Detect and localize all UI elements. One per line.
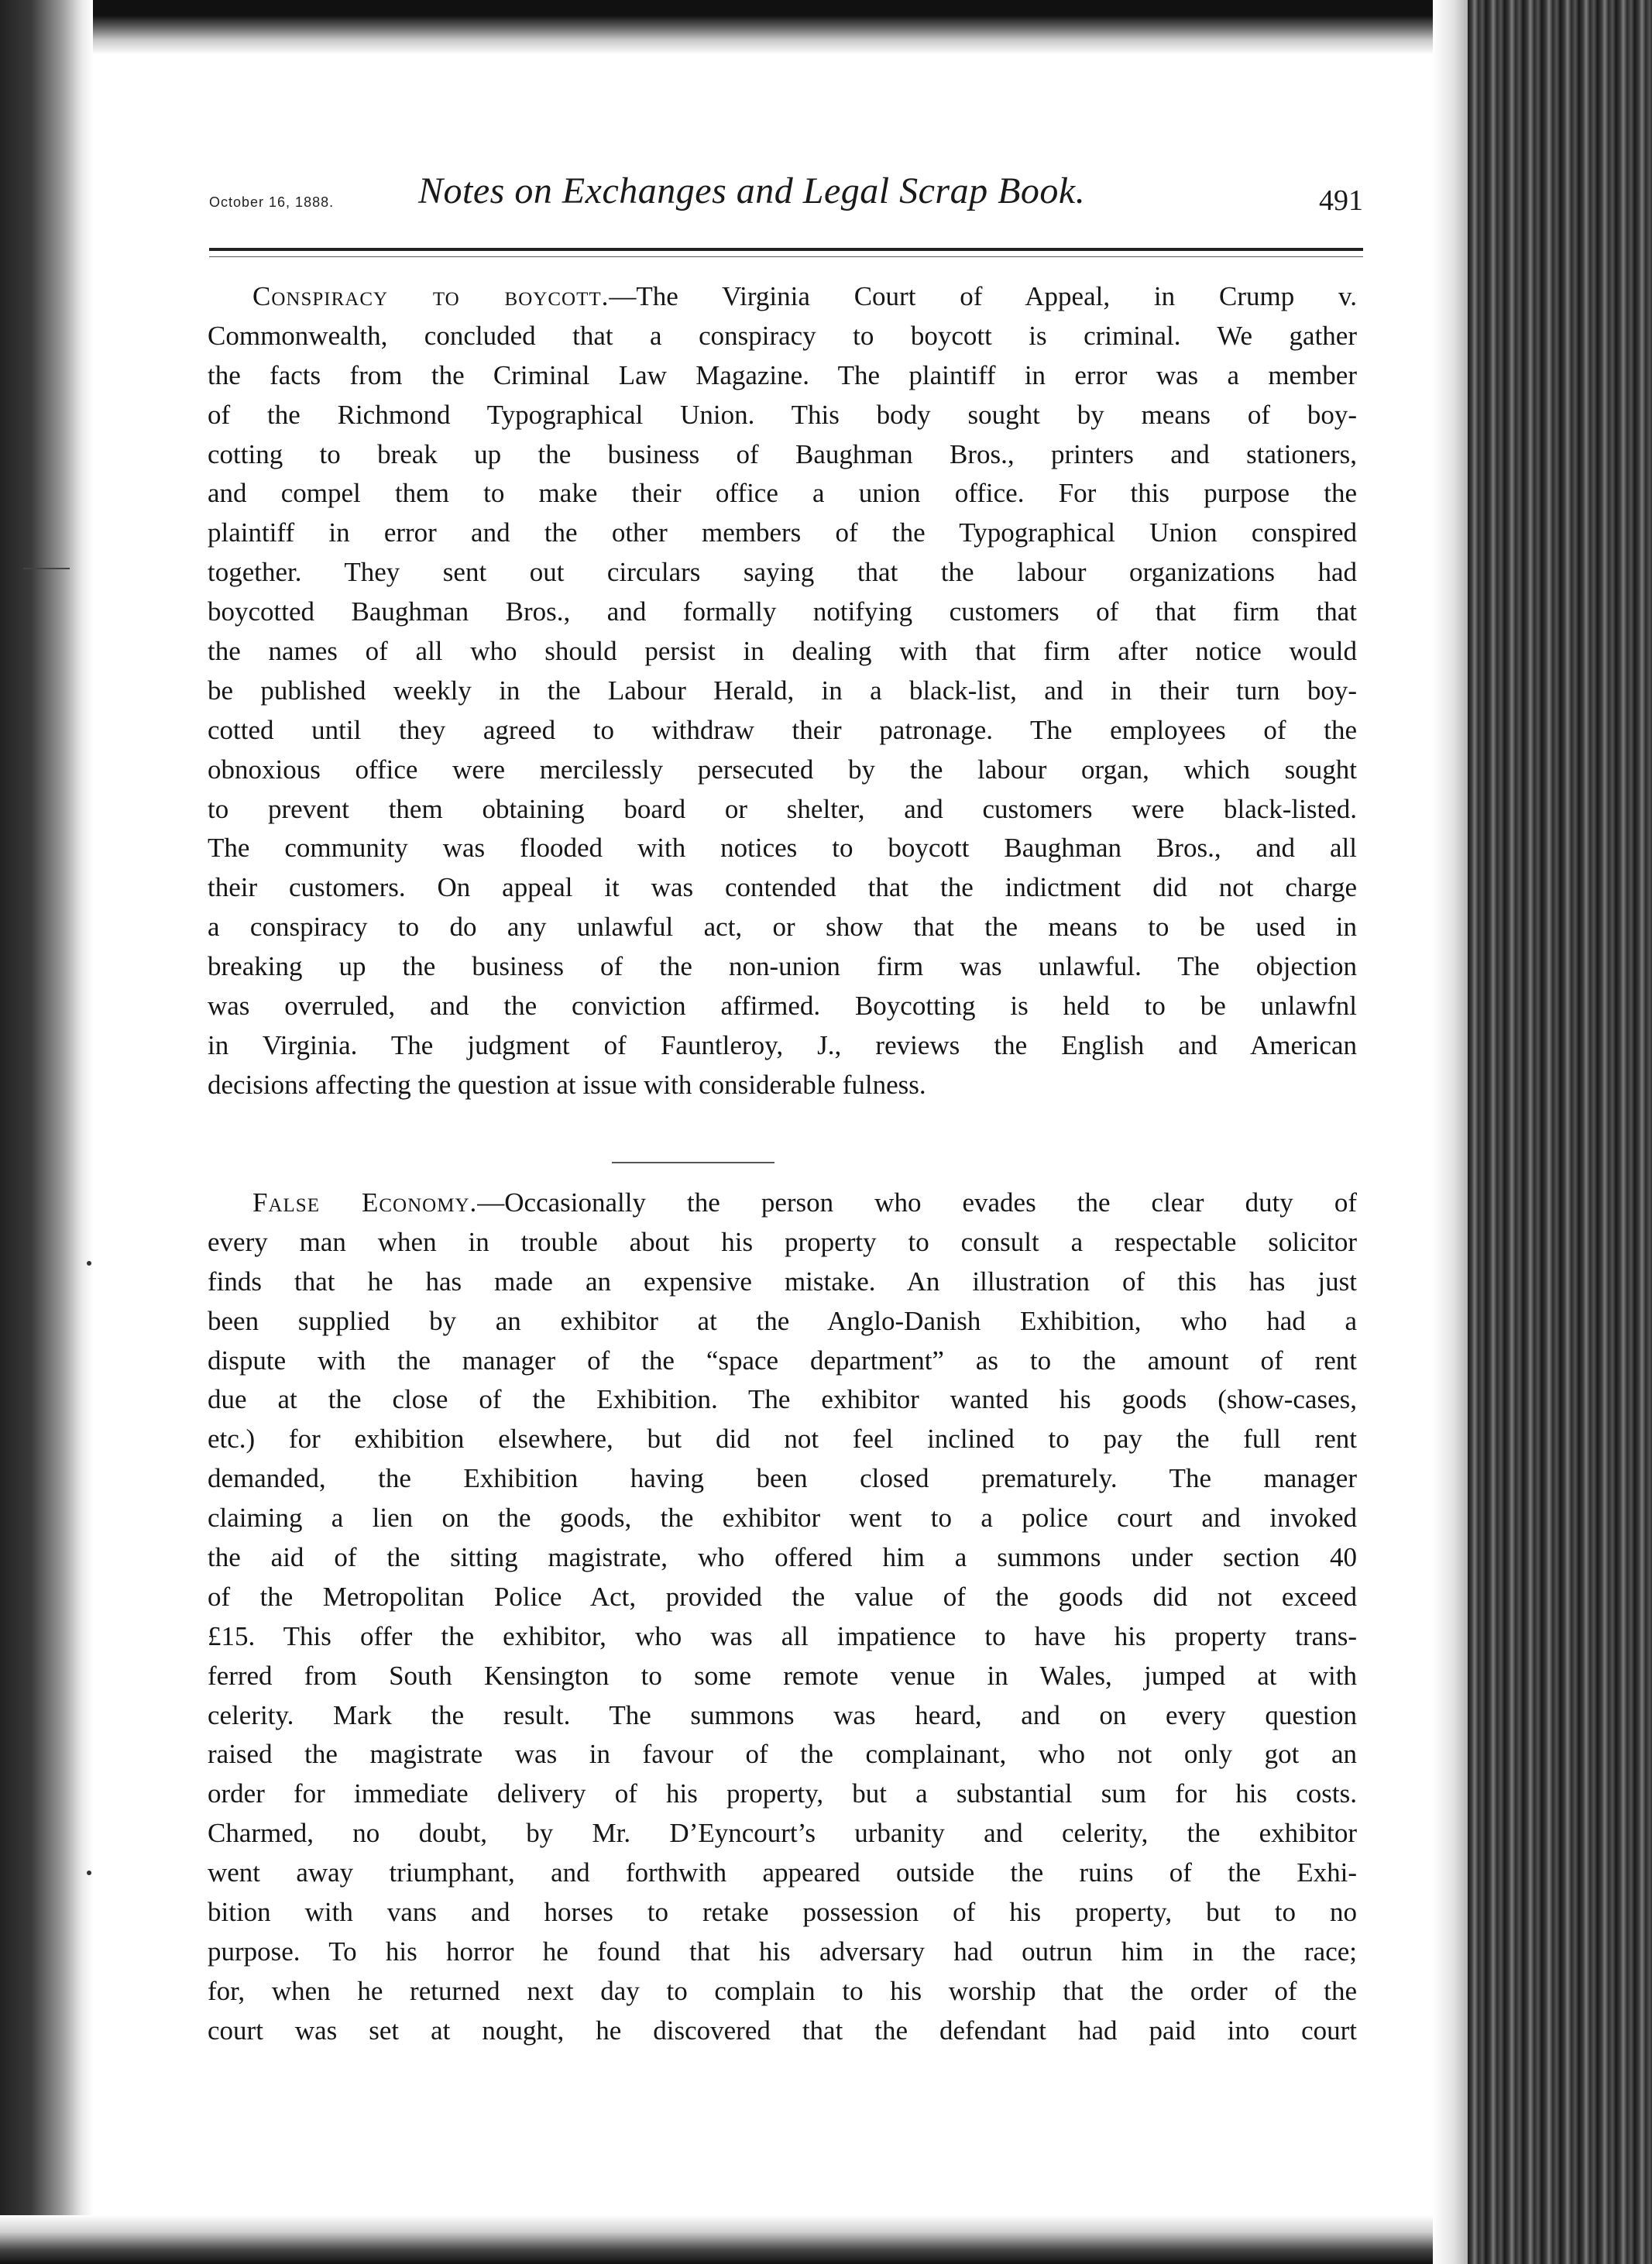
text-line: every man when in trouble about his property to consult a respectable solicitor	[208, 1226, 1357, 1257]
article-first-line	[208, 1184, 1357, 1223]
text-line: decisions affecting the question at issue with considerable fulness.	[208, 1069, 926, 1100]
text-line: and compel them to make their office a union office. For this purpose the	[208, 478, 1357, 509]
text-line: the names of all who should persist in dealing with that firm after notice would	[208, 636, 1357, 667]
scan-edge-bottom	[0, 2215, 1652, 2264]
scan-edge-left	[0, 0, 93, 2264]
text-line: order for immediate delivery of his property, but a substantial sum for his costs.	[208, 1778, 1357, 1809]
margin-dot	[87, 1261, 91, 1266]
text-line: together. They sent out circulars saying that the labour organizations had	[208, 557, 1357, 588]
article-first-line	[208, 277, 1357, 317]
text-line: Commonwealth, concluded that a conspiracy to boycott is criminal. We gather	[208, 320, 1357, 351]
text-line: of the Richmond Typographical Union. This body sought by means of boy-	[208, 399, 1357, 430]
article-conspiracy	[208, 277, 1357, 1105]
text-line: plaintiff in error and the other members of the Typographical Union conspired	[208, 517, 1357, 548]
scan-edge-right	[1468, 0, 1652, 2264]
text-line: their customers. On appeal it was contended that the indictment did not charge	[208, 872, 1357, 903]
text-line: of the Metropolitan Police Act, provided the value of the goods did not exceed	[208, 1581, 1357, 1612]
text-line: bition with vans and horses to retake possession of his property, but to no	[208, 1897, 1357, 1928]
text-line: due at the close of the Exhibition. The exhibitor wanted his goods (show-cases,	[208, 1384, 1357, 1415]
section-divider	[612, 1162, 774, 1163]
text-line: obnoxious office were mercilessly persecuted by the labour organ, which sought	[208, 754, 1357, 785]
text-line: breaking up the business of the non-union firm was unlawful. The objection	[208, 951, 1357, 982]
margin-dot	[87, 1871, 91, 1875]
article-false-economy	[208, 1184, 1357, 2051]
text-line: demanded, the Exhibition having been closed prematurely. The manager	[208, 1463, 1357, 1494]
article-heading: Conspiracy to boycott.	[252, 281, 610, 311]
text-line: a conspiracy to do any unlawful act, or show that the means to be used in	[208, 912, 1357, 943]
text-line: purpose. To his horror he found that his adversary had outrun him in the race;	[208, 1936, 1357, 1967]
text-line: be published weekly in the Labour Herald, in a black-list, and in their turn boy-	[208, 675, 1357, 706]
article-heading: False Economy.	[252, 1187, 478, 1218]
text-line: The community was flooded with notices to boycott Baughman Bros., and all	[208, 833, 1357, 864]
text-line: court was set at nought, he discovered that the defendant had paid into court	[208, 2015, 1357, 2046]
text-line: cotting to break up the business of Baughman Bros., printers and stationers,	[208, 438, 1357, 469]
text-line: dispute with the manager of the “space department” as to the amount of rent	[208, 1345, 1357, 1376]
margin-mark	[23, 568, 70, 569]
text-line: for, when he returned next day to complain to his worship that the order of the	[208, 1975, 1357, 2006]
header-title: Notes on Exchanges and Legal Scrap Book.	[418, 170, 1086, 211]
text-line: in Virginia. The judgment of Fauntleroy, J., reviews the English and American	[208, 1029, 1357, 1060]
text-line: etc.) for exhibition elsewhere, but did not feel inclined to pay the full rent	[208, 1424, 1357, 1455]
text-line: cotted until they agreed to withdraw their patronage. The employees of the	[208, 714, 1357, 745]
header-date: October 16, 1888.	[209, 194, 335, 210]
page-number: 491	[1319, 184, 1363, 217]
text-line: the facts from the Criminal Law Magazine. The plaintiff in error was a member	[208, 359, 1357, 390]
text-line: claiming a lien on the goods, the exhibitor went to a police court and invoked	[208, 1503, 1357, 1534]
text-line: celerity. Mark the result. The summons was heard, and on every question	[208, 1699, 1357, 1730]
text-line: was overruled, and the conviction affirmed. Boycotting is held to be unlawfnl	[208, 991, 1357, 1022]
running-head	[209, 159, 1363, 217]
scan-edge-top	[0, 0, 1652, 54]
text-line: went away triumphant, and forthwith appeared outside the ruins of the Exhi-	[208, 1857, 1357, 1888]
text-line: ferred from South Kensington to some remote venue in Wales, jumped at with	[208, 1660, 1357, 1691]
text-line: Charmed, no doubt, by Mr. D’Eyncourt’s urbanity and celerity, the exhibitor	[208, 1818, 1357, 1849]
text-line: been supplied by an exhibitor at the Anglo-Danish Exhibition, who had a	[208, 1305, 1357, 1336]
text-line: the aid of the sitting magistrate, who offered him a summons under section 40	[208, 1542, 1357, 1573]
header-rule	[209, 248, 1363, 251]
text-line: —The Virginia Court of Appeal, in Crump v.	[609, 281, 1357, 311]
text-line: —Occasionally the person who evades the clear duty of	[477, 1187, 1357, 1218]
text-line: to prevent them obtaining board or shelter, and customers were black-listed.	[208, 793, 1357, 824]
text-line: boycotted Baughman Bros., and formally notifying customers of that firm that	[208, 596, 1357, 627]
text-line: £15. This offer the exhibitor, who was all impatience to have his property trans-	[208, 1620, 1357, 1651]
text-line: finds that he has made an expensive mistake. An illustration of this has just	[208, 1266, 1357, 1297]
text-line: raised the magistrate was in favour of the complainant, who not only got an	[208, 1739, 1357, 1770]
header-rule-thin	[209, 256, 1363, 257]
